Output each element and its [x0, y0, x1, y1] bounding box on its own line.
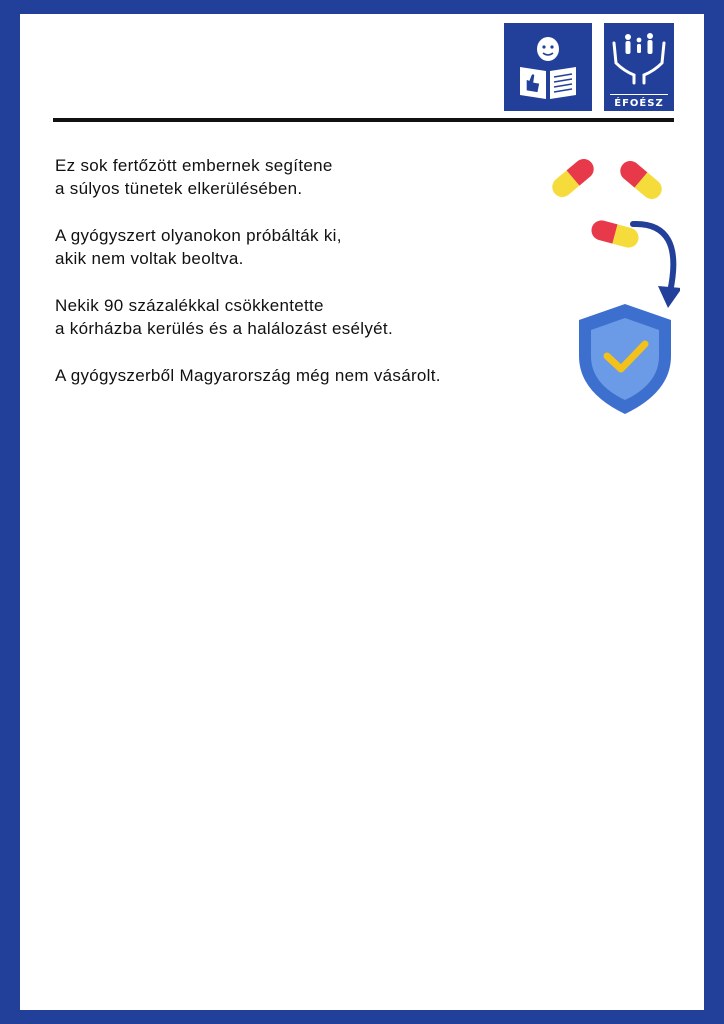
reading-person-icon [504, 23, 592, 111]
efoesz-logo [604, 23, 674, 111]
body-text [55, 154, 525, 411]
pill-capsule-icon [548, 155, 598, 201]
text-line: A gyógyszerből Magyarország még nem vásárolt. [55, 366, 441, 385]
text-line: Nekik 90 százalékkal csökkentette [55, 296, 324, 315]
organization-name: ÉFOÉSZ [614, 98, 664, 109]
paragraph [55, 294, 525, 340]
family-in-hands-icon [604, 23, 674, 93]
paragraph [55, 154, 525, 200]
curved-arrow-icon [633, 224, 680, 308]
text-line: a súlyos tünetek elkerülésében. [55, 179, 303, 198]
text-line: Ez sok fertőzött embernek segítene [55, 156, 333, 175]
paragraph [55, 364, 525, 387]
page [20, 14, 704, 1010]
text-line: A gyógyszert olyanokon próbálták ki, [55, 226, 342, 245]
text-line: a kórházba kerülés és a halálozást esélyét. [55, 319, 393, 338]
logo-divider [610, 94, 668, 95]
shield-check-icon [579, 304, 671, 414]
medicine-protection-illustration [545, 152, 680, 422]
header-divider [53, 118, 674, 122]
easy-read-logo [504, 23, 592, 111]
pill-capsule-icon [616, 157, 666, 203]
text-line: akik nem voltak beoltva. [55, 249, 244, 268]
paragraph [55, 224, 525, 270]
